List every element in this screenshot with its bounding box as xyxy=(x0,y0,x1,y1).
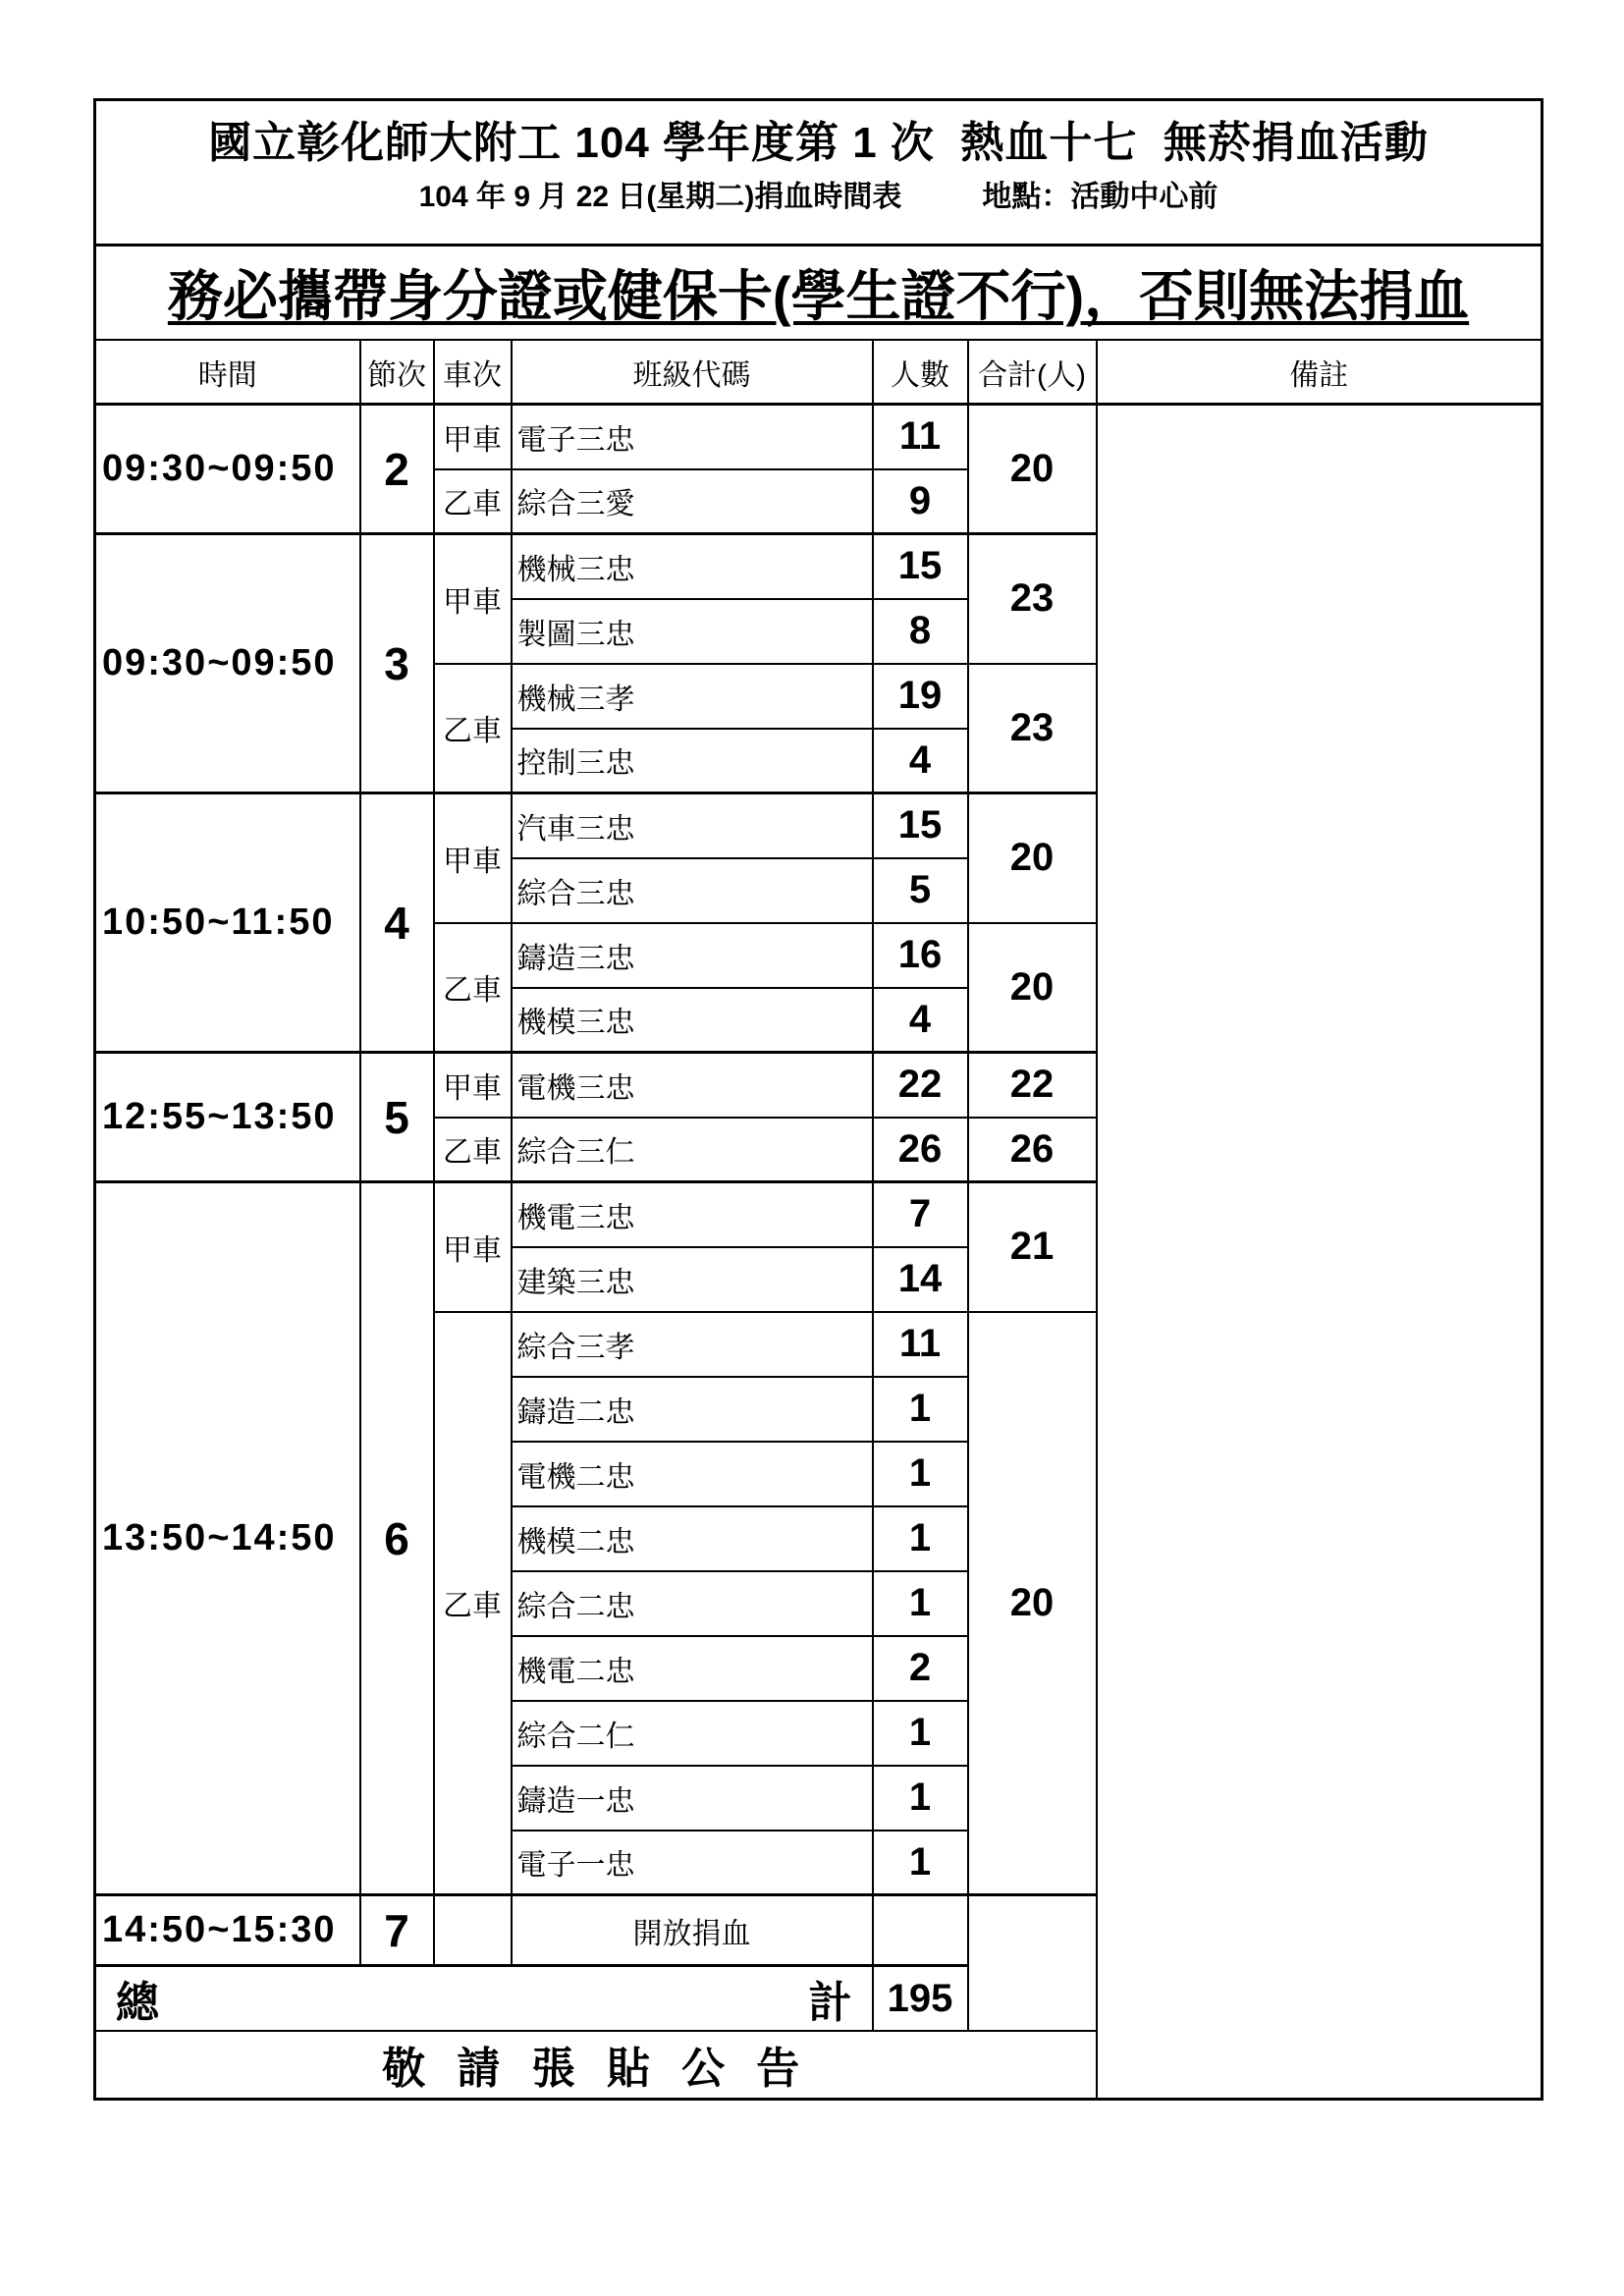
header-class-code: 班級代碼 xyxy=(512,340,873,405)
header-row xyxy=(95,340,1543,405)
time-slot: 09:30~09:50 xyxy=(95,405,360,534)
period-number: 4 xyxy=(360,793,434,1053)
subtotal: 20 xyxy=(968,1312,1097,1895)
notice-row xyxy=(95,246,1543,341)
car-label: 甲車 xyxy=(434,405,512,469)
header-time: 時間 xyxy=(95,340,360,405)
donor-count: 1 xyxy=(873,1377,968,1442)
grand-total-value: 195 xyxy=(873,1966,968,2032)
grand-total-label-right: 計 xyxy=(808,1979,852,2027)
posting-notice: 敬 請 張 貼 公 告 xyxy=(95,2031,1097,2099)
period-number: 6 xyxy=(360,1182,434,1895)
document-title: 國立彰化師大附工 104 學年度第 1 次 熱血十七 無菸捐血活動 xyxy=(208,119,1429,167)
class-code: 電子三忠 xyxy=(512,405,873,469)
donor-count: 16 xyxy=(873,923,968,988)
class-code: 電子一忠 xyxy=(512,1831,873,1895)
car-label: 甲車 xyxy=(434,534,512,664)
period-number: 2 xyxy=(360,405,434,534)
class-code: 機械三忠 xyxy=(512,534,873,599)
time-slot: 14:50~15:30 xyxy=(95,1895,360,1966)
donor-count: 22 xyxy=(873,1053,968,1118)
title-row xyxy=(95,100,1543,246)
class-code: 綜合二忠 xyxy=(512,1571,873,1636)
subtotal: 26 xyxy=(968,1118,1097,1182)
donor-count: 1 xyxy=(873,1831,968,1895)
class-code: 綜合三愛 xyxy=(512,469,873,534)
time-slot: 10:50~11:50 xyxy=(95,793,360,1053)
empty-cell xyxy=(873,1895,968,1966)
header-count: 人數 xyxy=(873,340,968,405)
car-label: 甲車 xyxy=(434,1053,512,1118)
subtotal: 23 xyxy=(968,664,1097,793)
donor-count: 1 xyxy=(873,1571,968,1636)
class-code: 製圖三忠 xyxy=(512,599,873,664)
donor-count: 19 xyxy=(873,664,968,729)
subtotal: 20 xyxy=(968,923,1097,1053)
period-number: 5 xyxy=(360,1053,434,1182)
class-code: 機電二忠 xyxy=(512,1636,873,1701)
grand-total-label-wrap xyxy=(96,1967,872,2030)
header-period: 節次 xyxy=(360,340,434,405)
class-code: 機模三忠 xyxy=(512,988,873,1053)
table-row xyxy=(95,405,1543,469)
class-code: 綜合三仁 xyxy=(512,1118,873,1182)
class-code: 機電三忠 xyxy=(512,1182,873,1247)
donor-count: 11 xyxy=(873,1312,968,1377)
car-label: 甲車 xyxy=(434,793,512,923)
class-code: 綜合二仁 xyxy=(512,1701,873,1766)
donor-count: 7 xyxy=(873,1182,968,1247)
donor-count: 15 xyxy=(873,793,968,858)
class-code: 鑄造一忠 xyxy=(512,1766,873,1831)
class-code: 機模二忠 xyxy=(512,1506,873,1571)
period-number: 3 xyxy=(360,534,434,793)
subtotal: 20 xyxy=(968,405,1097,534)
subtotal: 23 xyxy=(968,534,1097,664)
subtotal: 22 xyxy=(968,1053,1097,1118)
id-requirement-notice: 務必攜帶身分證或健保卡(學生證不行)，否則無法捐血 xyxy=(95,246,1543,341)
empty-cell xyxy=(968,1895,1097,2032)
donor-count: 1 xyxy=(873,1766,968,1831)
period-number: 7 xyxy=(360,1895,434,1966)
time-slot: 12:55~13:50 xyxy=(95,1053,360,1182)
donor-count: 26 xyxy=(873,1118,968,1182)
schedule-date: 104 年 9 月 22 日(星期二)捐血時間表 xyxy=(418,181,902,213)
car-label: 乙車 xyxy=(434,664,512,793)
class-code: 電機三忠 xyxy=(512,1053,873,1118)
donor-count: 4 xyxy=(873,729,968,793)
donor-count: 5 xyxy=(873,858,968,923)
class-code: 鑄造二忠 xyxy=(512,1377,873,1442)
open-donation-label: 開放捐血 xyxy=(512,1895,873,1966)
class-code: 機械三孝 xyxy=(512,664,873,729)
class-code: 汽車三忠 xyxy=(512,793,873,858)
donor-count: 1 xyxy=(873,1442,968,1506)
class-code: 鑄造三忠 xyxy=(512,923,873,988)
class-code: 建築三忠 xyxy=(512,1247,873,1312)
donor-count: 4 xyxy=(873,988,968,1053)
car-label: 乙車 xyxy=(434,923,512,1053)
subtotal: 20 xyxy=(968,793,1097,923)
class-code: 綜合三忠 xyxy=(512,858,873,923)
donor-count: 1 xyxy=(873,1506,968,1571)
car-label: 乙車 xyxy=(434,1118,512,1182)
time-slot: 09:30~09:50 xyxy=(95,534,360,793)
donor-count: 14 xyxy=(873,1247,968,1312)
location: 地點：活動中心前 xyxy=(982,181,1218,213)
donor-count: 1 xyxy=(873,1701,968,1766)
header-subtotal: 合計(人) xyxy=(968,340,1097,405)
header-remarks: 備註 xyxy=(1097,340,1543,405)
subtitle-line xyxy=(96,178,1541,217)
donor-count: 15 xyxy=(873,534,968,599)
class-code: 電機二忠 xyxy=(512,1442,873,1506)
donor-count: 2 xyxy=(873,1636,968,1701)
grand-total-label xyxy=(95,1966,873,2032)
donor-count: 8 xyxy=(873,599,968,664)
donor-count: 9 xyxy=(873,469,968,534)
remarks-cell xyxy=(1097,405,1543,2100)
donor-count: 11 xyxy=(873,405,968,469)
title-block xyxy=(95,100,1543,246)
time-slot: 13:50~14:50 xyxy=(95,1182,360,1895)
empty-cell xyxy=(434,1895,512,1966)
class-code: 綜合三孝 xyxy=(512,1312,873,1377)
class-code: 控制三忠 xyxy=(512,729,873,793)
header-car: 車次 xyxy=(434,340,512,405)
donation-schedule-table xyxy=(93,98,1543,2101)
grand-total-label-left: 總 xyxy=(116,1979,159,2027)
car-label: 甲車 xyxy=(434,1182,512,1312)
car-label: 乙車 xyxy=(434,1312,512,1895)
car-label: 乙車 xyxy=(434,469,512,534)
subtotal: 21 xyxy=(968,1182,1097,1312)
